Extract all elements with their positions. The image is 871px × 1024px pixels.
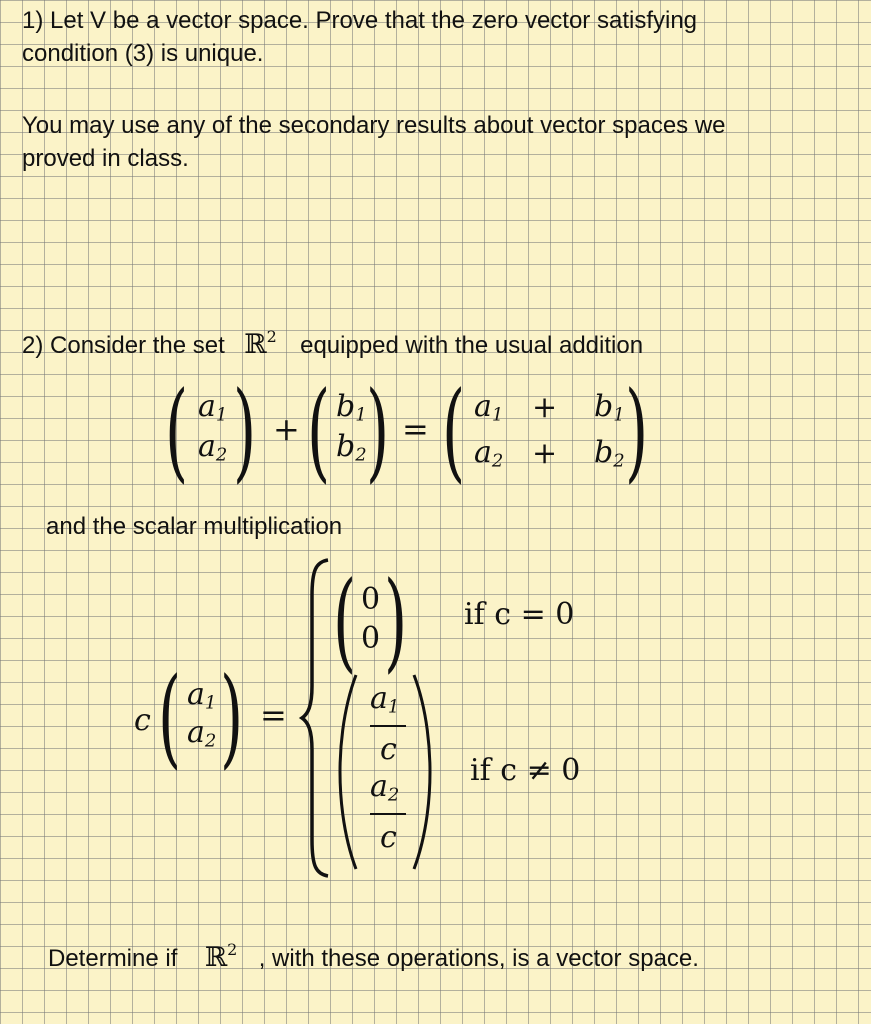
left-paren-2: ( xyxy=(307,369,331,494)
left-paren-3: ( xyxy=(442,369,466,494)
zero-right-paren: ) xyxy=(384,559,408,684)
right-paren-2: ) xyxy=(366,369,390,494)
question-set-symbol: ℝ xyxy=(204,942,228,974)
addition-a1: $a_1$ xyxy=(198,389,228,426)
scalar-a1: $a_1$ xyxy=(187,677,217,714)
scalar-intro: and the scalar multiplication xyxy=(46,513,343,540)
addition-b2: $b_2$ xyxy=(336,429,367,466)
right-paren-1: ) xyxy=(233,369,257,494)
addition-b1: $b_1$ xyxy=(336,389,367,426)
sum-a1: $a_1$ xyxy=(474,389,504,426)
sum-a2: $a_2$ xyxy=(474,435,504,472)
intro-suffix: equipped with the usual addition xyxy=(300,332,644,360)
intro-prefix: 2) Consider the set xyxy=(22,332,225,360)
left-paren-1: ( xyxy=(165,369,189,494)
scalar-right-paren: ) xyxy=(220,655,244,780)
final-question xyxy=(48,933,699,975)
zero-top: 0 xyxy=(361,582,381,617)
set-symbol-r: ℝ xyxy=(244,329,267,361)
scalar-left-paren: ( xyxy=(158,655,182,780)
problem-1-note-line-1: You may use any of the secondary results about vector spaces we xyxy=(22,112,726,139)
sum-plus-top: + xyxy=(532,390,558,425)
fraction-left-paren xyxy=(336,672,360,872)
sum-b1: $b_1$ xyxy=(594,389,625,426)
case-1-condition: if c = 0 xyxy=(464,597,575,632)
addition-equals: = xyxy=(402,410,429,448)
problem-1-line-1: 1) Let V be a vector space. Prove that the zero vector satisfying xyxy=(22,7,698,34)
right-paren-3: ) xyxy=(625,369,649,494)
problem-2-intro xyxy=(22,320,643,362)
fraction-bar-2 xyxy=(370,813,406,815)
question-set-exponent: 2 xyxy=(227,940,238,959)
addition-plus: + xyxy=(273,410,300,448)
fraction-right-paren xyxy=(410,672,434,872)
case-2-condition: if c ≠ 0 xyxy=(470,753,581,788)
question-suffix: , with these operations, is a vector space. xyxy=(258,945,699,973)
addition-a2: $a_2$ xyxy=(198,429,228,466)
scalar-c: c xyxy=(134,703,151,738)
zero-left-paren: ( xyxy=(333,559,357,684)
sum-b2: $b_2$ xyxy=(594,435,625,472)
fraction-bar-1 xyxy=(370,725,406,727)
frac-c-1: c xyxy=(380,732,397,767)
zero-bottom: 0 xyxy=(361,621,381,656)
cases-brace xyxy=(298,556,334,880)
question-prefix: Determine if xyxy=(48,945,178,973)
sum-plus-bottom: + xyxy=(532,436,558,471)
scalar-equals: = xyxy=(260,696,287,734)
frac-a2: $a_2$ xyxy=(370,769,400,806)
frac-c-2: c xyxy=(380,820,397,855)
frac-a1: $a_1$ xyxy=(370,681,400,718)
problem-1-line-2: condition (3) is unique. xyxy=(22,40,264,67)
scalar-a2: $a_2$ xyxy=(187,715,217,752)
problem-1-note-line-2: proved in class. xyxy=(22,145,189,172)
set-exponent: 2 xyxy=(266,327,277,346)
